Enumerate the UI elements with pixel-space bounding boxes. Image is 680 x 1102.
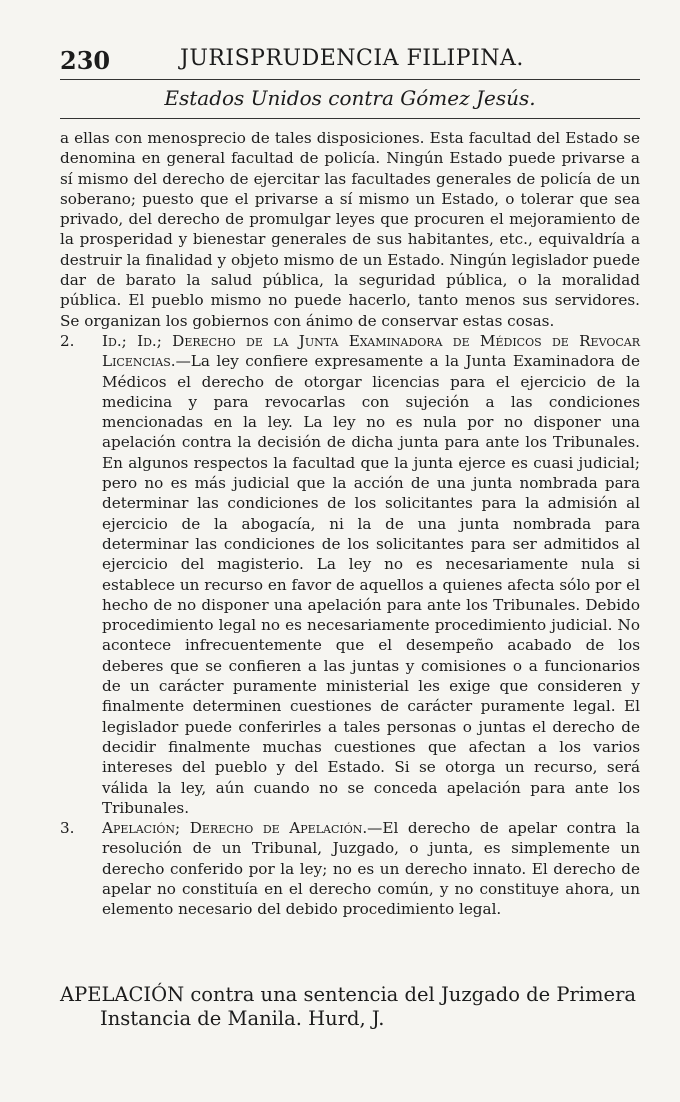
page-header — [60, 46, 640, 76]
item-heading: Id.; Id.; Derecho de la Junta Examinadora de Médicos de Revocar Licencias. — [102, 331, 640, 371]
syllabus-body — [60, 128, 640, 920]
item-text: —El derecho de apelar contra la resolución de un Tribunal, Juzgado, o junta, es simplemente un derecho conferido por la ley; no es un derecho innato. El derecho de apelar no constituía en el derecho común, y no constituye ahora, un elemento necesario del debido procedimiento legal. — [102, 819, 640, 919]
item-heading: Apelación; Derecho de Apelación. — [102, 819, 368, 838]
case-title: Estados Unidos contra Gómez Jesús. — [164, 86, 536, 110]
syllabus-item-3 — [60, 818, 640, 919]
item-text: —La ley confiere expresamente a la Junta Examinadora de Médicos el derecho de otorgar licencias para el ejercicio de la medicina y para revocarlas con sujeción a las condiciones mencionadas en la ley. La ley no es nula por no disponer una apelación contra la decisión de dicha junta para ante los Tribunales. En algunos respectos la facultad que la junta ejerce es cuasi judicial; pero no es más judicial que la acción de una junta nombrada para determinar las condiciones de los solicitantes para la admisión al ejercicio de la abogacía, ni la de una junta nombrada para determinar las condiciones de los solicitantes para ser admitidos al ejercicio del magisterio. La ley no es necesariamente nula si establece un recurso en favor de aquellos a quienes afecta sólo por el hecho de no disponer una apelación para ante los Tribunales. Debido procedimiento legal no es necesariamente procedimiento judicial. No acontece infrecuentemente que el desempeño acabado de los deberes que se confieren a las juntas y comisiones o a funcionarios de un carácter puramente ministerial les exige que consideren y finalmente determinen cuestiones de carácter puramente legal. El legislador puede conferirles a tales personas o juntas el derecho de decidir finalmente muchas cuestiones que afectan a los varios intereses del pueblo y del Estado. Si se otorga un recurso, será válida la ley, aún cuando no se conceda apelación para ante los Tribunales. — [102, 352, 640, 817]
item-number: 2. — [60, 331, 75, 350]
syllabus-item-2 — [60, 331, 640, 818]
item-number: 3. — [60, 819, 75, 838]
title-rule — [60, 118, 640, 119]
continuation-paragraph: a ellas con menosprecio de tales disposiciones. Esta facultad del Estado se denomina en general facultad de policía. Ningún Estado puede privarse a sí mismo del derecho de ejercitar las facultades generales de policía de un soberano; puesto que el privarse a sí mismo un Estado, o tolerar que sea privado, del derecho de promulgar leyes que procuren el mejoramiento de la prosperidad y bienestar generales de sus habitantes, etc., equivaldría a destruir la finalidad y objeto mismo de un Estado. Ningún legislador puede dar de barato la salud pública, la seguridad pública, o la moralidad pública. El pueblo mismo no puede hacerlo, tanto menos sus servidores. Se organizan los gobiernos con ánimo de conservar estas cosas. — [60, 129, 640, 330]
header-rule — [60, 79, 640, 80]
page-number: 230 — [60, 46, 111, 75]
appeal-line-2: Instancia de Manila. Hurd, J. — [100, 1007, 385, 1030]
appeal-statement — [60, 983, 650, 1031]
running-head: JURISPRUDENCIA FILIPINA. — [180, 46, 524, 71]
appeal-line-1: APELACIÓN contra una sentencia del Juzgado de Primera — [60, 983, 637, 1006]
